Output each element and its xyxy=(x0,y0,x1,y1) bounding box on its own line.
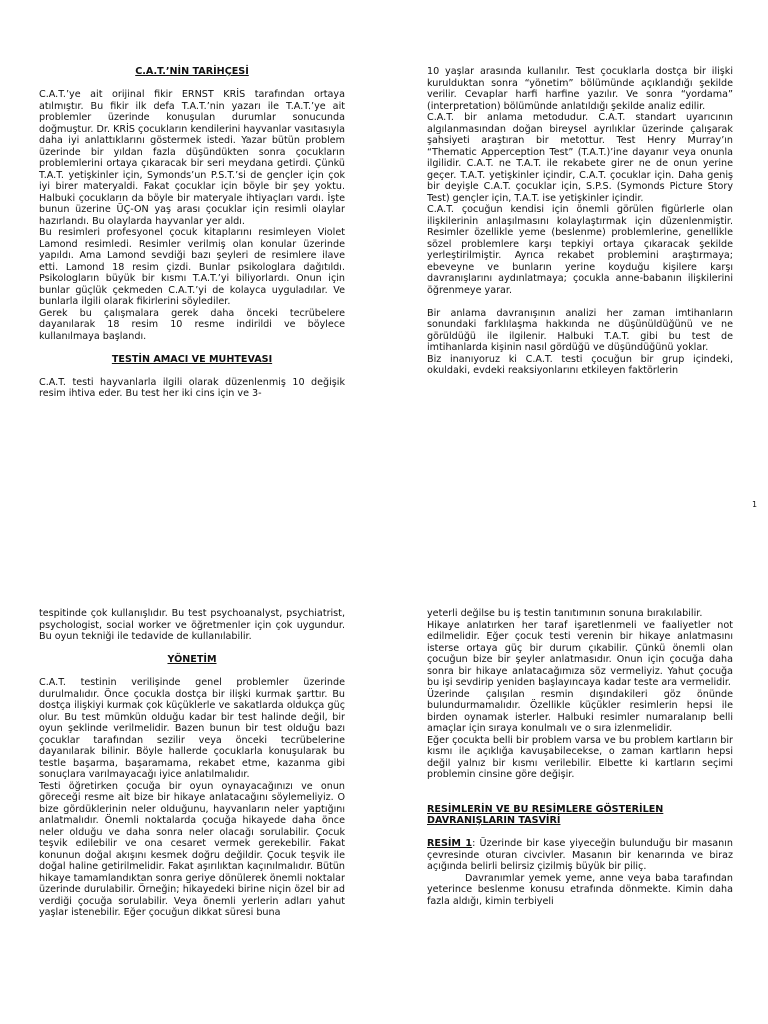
paragraph: C.A.T.’ye ait orijinal fikir ERNST KRİS tarafından ortaya atılmıştır. Bu fikir ilk defa T.A.T.’nin yazarı ile T.A.T.’ye ait problemler üzerinde konuşulan durumlar sonucunda doğmuştur. Dr. KRİS çocukların kendilerini hayvanlar vasıtasıyla daha iyi anlattıklarını göstermek istedi. Yazar bütün problem üzerinde bir yıldan fazla düşündükten sonra çocukların problemlerini ortaya çıkaracak bir seri meydana getirdi. Çünkü T.A.T. yetişkinler için, Symonds’un P.S.T.’si de gençler için çok iyi birer materyaldi. Fakat çocuklar için böyle bir şey yoktu. Halbuki çocukların da böyle bir materyale ihtiyaçları vardı. İşte bunun üzerine ÜÇ-ON yaş arası çocuklar için resimli olaylar hazırlandı. Bu olaylarda hayvanlar yer aldı. xyxy=(39,89,345,227)
picture-1-text: : Üzerinde bir kase yiyeceğin bulunduğu bir masanın çevresinde oturan civcivler. Masanın bir kenarında ve biraz açığında belirli belirsiz çizilmiş büyük bir piliç. xyxy=(427,838,733,872)
paragraph: C.A.T. testinin verilişinde genel problemler üzerinde durulmalıdır. Önce çocukla dostça bir ilişki kurmak şarttır. Bu dostça ilişkiyi kurmak çok küçüklerle ve sakatlarda oldukça güç olur. Bu test mümkün olduğu kadar bir test halinde değil, bir oyun şeklinde verilmelidir. Bazen bunun bir test olduğu bazı çocuklar tarafından sezilir veya önceki tecrübelerine dayanılarak bilinir. Böyle hallerde çocuklarla konuşularak bu testle başarma, başaramama, rekabet etme, kazanma gibi sonuçlara varılmayacağı iyice anlatılmalıdır. xyxy=(39,677,345,780)
page-number: 1 xyxy=(752,500,758,509)
paragraph: Gerek bu çalışmalara gerek daha önceki tecrübelere dayanılarak 18 resim 10 resme indirildi ve böylece kullanılmaya başlandı. xyxy=(39,307,345,342)
page1-right-column xyxy=(427,66,733,377)
paragraph: Testi öğretirken çocuğa bir oyun oynayacağınızı ve onun göreceği resme ait bize bir hikaye anlatacağını söylemeliyiz. O bize gördüklerinin neler olduğunu, hayvanların neler yaptığını anlatmalıdır. Önemli noktalarda çocuğa hikayede daha önce neler olduğu ve daha sonra neler olacağı sorulabilir. Çocuk teşvik edilebilir ve ona cesaret vermek gerekebilir. Fakat konunun doğal akışını kesmek doğru değildir. Çocuk teşvik ile doğal haline getirilmelidir. Fakat aşırılıktan kaçınılmalıdır. Bütün hikaye tamamlandıktan sonra geriye dönülerek önemli noktalar üzerinde durulabilir. Örneğin; hikayedeki birine niçin özel bir ad verdiği çocuğa sorulabilir. Veya önemli yerlerin adları yahut yaşlar istenebilir. Eğer çocuğun dikkat süresi buna xyxy=(39,780,345,918)
paragraph: 10 yaşlar arasında kullanılır. Test çocuklarla dostça bir ilişki kurulduktan sonra “yönetim” bölümünde açıklandığı şekilde verilir. Cevaplar harfi harfine yazılır. Ve sonra “yordama” (interpretation) bölümünde anlatıldığı şekilde analiz edilir. xyxy=(427,66,733,112)
paragraph: C.A.T. bir anlama metodudur. C.A.T. standart uyarıcının algılanmasından doğan bireysel ayrılıklar üzerinde çalışarak şahsiyeti araştıran bir metottur. Test Henry Murray’ın “Thematic Apperception Test” (T.A.T.)’ine dayanır veya onunla ilgilidir. C.A.T. ne T.A.T. ile rekabete girer ne de onun yerine geçer. T.A.T. yetişkinler içindir, C.A.T. çocuklar için. Daha geniş bir deyişle C.A.T. çocuklar için, S.P.S. (Symonds Picture Story Test) gençler için, T.A.T. ise yetişkinler içindir. xyxy=(427,112,733,204)
paragraph: Davranımlar yemek yeme, anne veya baba tarafından yeterince beslenme konusu etrafında dönmekte. Kimin daha fazla aldığı, kimin terbiyeli xyxy=(427,872,733,907)
paragraph: Üzerinde çalışılan resmin dışındakileri göz önünde bulundurmamalıdır. Özellikle küçükler resimlerin hepsi ile birden oynamak isterler. Halbuki resimler numaralanıp belli amaçlar için sıraya konulmalı ve o sıra izlenmelidir. xyxy=(427,688,733,734)
page2-left-column xyxy=(39,608,345,919)
paragraph: Bu resimleri profesyonel çocuk kitaplarını resimleyen Violet Lamond resimledi. Resimler verilmiş olan konular üzerinde yapıldı. Ama Lamond sevdiği bazı şeyleri de resimlere ilave etti. Lamond 18 resim çizdi. Bunlar psikologlara dağıtıldı. Psikologların büyük bir kısmı T.A.T.’yi biliyorlardı. Onun için bunlar güçlük çekmeden C.A.T.’yi de kolayca uyguladılar. Ve bunlarla ilgili olarak fikirlerini söylediler. xyxy=(39,227,345,307)
paragraph: Hikaye anlatırken her taraf işaretlenmeli ve faaliyetler not edilmelidir. Eğer çocuk testi verenin bir hikaye anlatmasını isterse ortaya güç bir durum çıkabilir. Çünkü önemli olan çocuğun bize bir şeyler anlatmasıdır. Onun için çocuğa daha sonra bir hikaye anlatacağımıza söz vermeliyiz. Yahut çocuğa bu işi sevdirip yeniden başlayıncaya kadar teste ara vermelidir. xyxy=(427,619,733,688)
picture-1-label: RESİM 1 xyxy=(427,838,473,849)
paragraph: Bir anlama davranışının analizi her zaman imtihanların sonundaki farklılaşma hakkında ne düşünüldüğünü ve ne görüldüğü ile ilgilenir. Halbuki T.A.T. gibi bu test de imtihanlarda kişinin nasıl gördüğü ve düşündüğünü yoklar. xyxy=(427,307,733,353)
page1-left-column xyxy=(39,66,345,400)
paragraph: tespitinde çok kullanışlıdır. Bu test psychoanalyst, psychiatrist, psychologist, social worker ve öğretmenler için çok uygundur. Bu oyun tekniği ile tedavide de kullanılabilir. xyxy=(39,608,345,642)
section-title-management: YÖNETİM xyxy=(167,654,217,665)
section-title-history: C.A.T.’NİN TARİHÇESİ xyxy=(135,66,249,77)
page2-right-column xyxy=(427,608,733,907)
document-page-2 xyxy=(0,596,768,1024)
section-title-pictures: RESİMLERİN VE BU RESİMLERE GÖSTERİLEN DAVRANIŞLARIN TASVİRİ xyxy=(427,803,664,826)
paragraph: C.A.T. çocuğun kendisi için önemli görülen figürlerle olan ilişkilerinin anlaşılmasını kolaylaştırmak için düzenlenmiştir. Resimler özellikle yeme (beslenme) problemlerine, genellikle sözel problemlere karşı tepkiyi ortaya çıkaracak şekilde yerleştirilmiştir. Ayrıca rekabet problemini araştırmaya; ebeveyne ve bunların yerine koyduğu kişilere karşı davranışlarını aydınlatmaya; çocukla anne-babanın ilişkilerini öğrenmeye yarar. xyxy=(427,204,733,296)
paragraph: Biz inanıyoruz ki C.A.T. testi çocuğun bir grup içindeki, okuldaki, evdeki reaksiyonlarını etkileyen faktörlerin xyxy=(427,353,733,376)
section-title-purpose: TESTİN AMACI VE MUHTEVASI xyxy=(111,353,273,365)
paragraph: Eğer çocukta belli bir problem varsa ve bu problem kartların bir kısmı ile açıklığa kavuşabilecekse, o zaman kartların hepsi değil yalnız bir kısmı verilebilir. Elbette ki kartların seçimi problemin cinsine göre değişir. xyxy=(427,734,733,780)
paragraph: yeterli değilse bu iş testin tanıtımının sonuna bırakılabilir. xyxy=(427,608,703,619)
picture-1-description xyxy=(427,838,733,873)
paragraph: C.A.T. testi hayvanlarla ilgili olarak düzenlenmiş 10 değişik resim ihtiva eder. Bu test her iki cins için ve 3- xyxy=(39,376,345,399)
